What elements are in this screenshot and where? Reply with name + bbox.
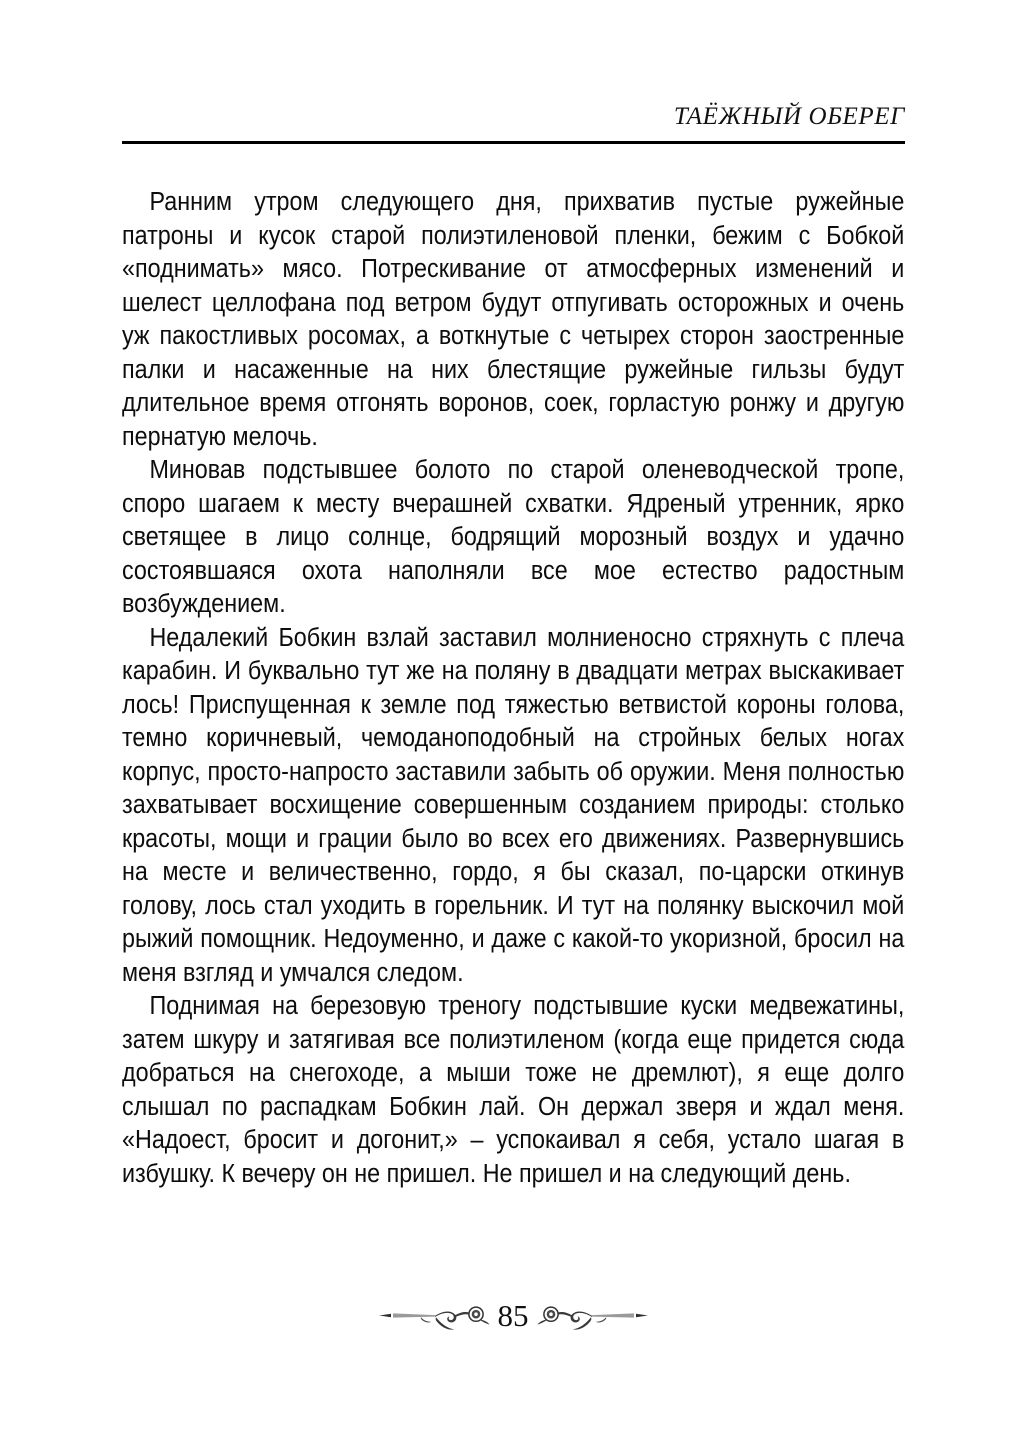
paragraph: Поднимая на березовую треногу подстывшие куски медвежатины, затем шкуру и затягивая все полиэтиленом (когда еще придется сюда добраться на снегоходе, а мыши тоже не дремлют), я еще долго слышал по распадкам Бобкин лай. Он держал зверя и ждал меня. «Надоест, бросит и догонит,» – успокаивал я себя, устало шагая в избушку. К вечеру он не пришел. Не пришел и на следующий день. bbox=[122, 992, 905, 1188]
filigree-ornament-right-icon bbox=[535, 1298, 650, 1334]
page-number: 85 bbox=[497, 1297, 529, 1333]
paragraph: Недалекий Бобкин взлай заставил молниеносно стряхнуть с плеча карабин. И буквально тут же на поляну в двадцати метрах выскакивает лось! Приспущенная к земле под тяжестью ветвистой короны голова, темно коричневый, чемоданоподобный на стройных белых ногах корпус, просто-напросто заставили забыть об оружии. Меня полностью захватывает восхищение совершенным созданием природы: столько красоты, мощи и грации было во всех его движениях. Развернувшись на месте и величественно, гордо, я бы сказал, по-царски откинув голову, лось стал уходить в горельник. И тут на полянку выскочил мой рыжий помощник. Недоуменно, и даже с какой-то укоризной, бросил на меня взгляд и умчался следом. bbox=[122, 623, 905, 987]
running-head: ТАЁЖНЫЙ ОБЕРЕГ bbox=[673, 103, 905, 130]
header-rule bbox=[122, 141, 905, 144]
paragraph: Миновав подстывшее болото по старой оленеводческой тропе, споро шагаем к месту вчерашней схватки. Ядреный утренник, ярко светящее в лицо солнце, бодрящий морозный воздух и удачно состоявшаяся охота наполняли все мое естество радостным возбуждением. bbox=[122, 456, 905, 618]
page-footer bbox=[0, 1298, 1026, 1334]
paragraph: Ранним утром следующего дня, прихватив пустые ружейные патроны и кусок старой полиэтиленовой пленки, бежим с Бобкой «поднимать» мясо. Потрескивание от атмосферных изменений и шелест целлофана под ветром будут отпугивать осторожных и очень уж пакостливых росомах, а воткнутые с четырех сторон заостренные палки и насаженные на них блестящие ружейные гильзы будут длительное время отгонять воронов, соек, горластую ронжу и другую пернатую мелочь. bbox=[122, 188, 905, 451]
body-text-column bbox=[122, 186, 905, 1191]
filigree-ornament-left-icon bbox=[377, 1298, 492, 1334]
